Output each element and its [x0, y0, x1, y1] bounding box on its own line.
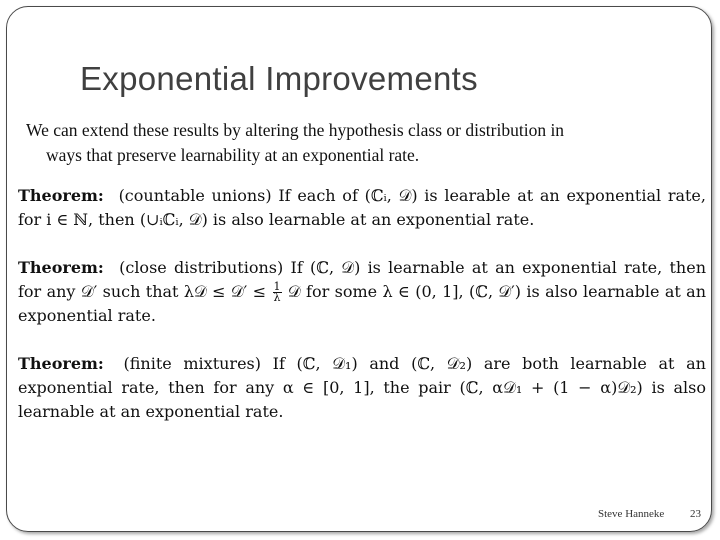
- fraction-one-over-lambda: [273, 282, 282, 303]
- theorem-text-part-a: (close distributions) If (ℂ, 𝒟) is learnable at an exponential rate, then for any 𝒟′ such that λ𝒟 ≤ 𝒟′ ≤: [18, 258, 706, 301]
- theorem-finite-mixtures: [18, 352, 706, 424]
- fraction-numerator: 1: [273, 280, 281, 293]
- intro-line-2: ways that preserve learnability at an exponential rate.: [46, 145, 420, 165]
- theorem-countable-unions: [18, 184, 706, 232]
- intro-paragraph: [26, 118, 686, 168]
- slide-title: Exponential Improvements: [80, 60, 478, 97]
- theorem-label: Theorem:: [18, 354, 104, 373]
- theorem-text: (finite mixtures) If (ℂ, 𝒟₁) and (ℂ, 𝒟₂) are both learnable at an exponential rate, then for any α ∈ [0, 1], the pair (ℂ, α𝒟₁ + (1 − α)𝒟₂) is also learnable at an exponential rate.: [18, 354, 706, 421]
- page-number: 23: [690, 508, 701, 520]
- footer-author: Steve Hanneke: [598, 508, 665, 520]
- theorem-label: Theorem:: [18, 186, 104, 205]
- theorem-label: Theorem:: [18, 258, 104, 277]
- fraction-denominator: λ: [273, 291, 281, 304]
- intro-line-1: We can extend these results by altering the hypothesis class or distribution in: [26, 120, 565, 140]
- theorem-text: (countable unions) If each of (ℂᵢ, 𝒟) is learable at an exponential rate, for i ∈ ℕ, then (∪ᵢℂᵢ, 𝒟) is also learnable at an exponential rate.: [18, 186, 706, 229]
- theorem-text-part-b: 𝒟 for some λ ∈ (0, 1], (ℂ, 𝒟′) is also learnable at an exponential rate.: [18, 282, 707, 325]
- theorem-close-distributions: [18, 256, 706, 328]
